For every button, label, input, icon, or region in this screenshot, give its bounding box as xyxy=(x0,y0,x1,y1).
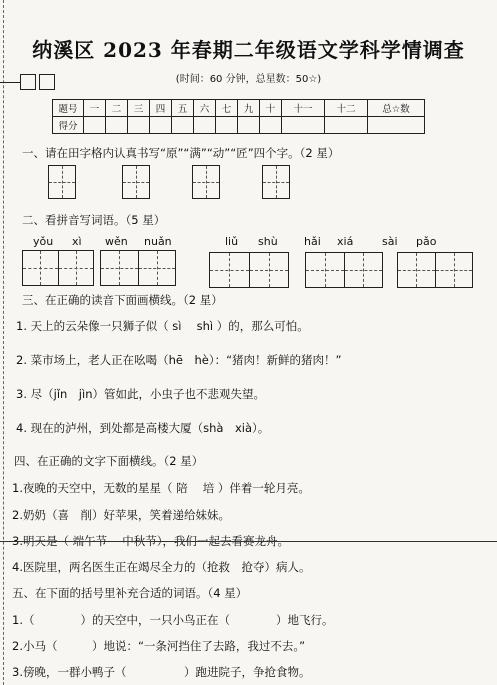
pinyin-label: pǎo xyxy=(416,235,437,248)
score-cell[interactable] xyxy=(325,117,368,134)
pinyin-label: shù xyxy=(258,235,278,248)
exam-info: (时间：60 分钟，总星数：50☆) xyxy=(175,74,322,85)
pinyin-answer-grid-4[interactable] xyxy=(305,252,383,288)
table-cell: 九 xyxy=(238,100,260,117)
section-2-heading: 二、看拼音写词语。（5 星） xyxy=(22,213,166,227)
table-cell: 七 xyxy=(216,100,238,117)
pinyin-label: xiá xyxy=(337,235,354,248)
table-cell: 六 xyxy=(194,100,216,117)
score-cell[interactable] xyxy=(260,117,282,134)
table-cell: 一 xyxy=(84,100,106,117)
q4-item-2: 2.奶奶（喜 削）好苹果，笑着递给妹妹。 xyxy=(12,508,230,522)
q5-item-1: 1.（ ）的天空中，一只小鸟正在（ ）地飞行。 xyxy=(12,613,334,627)
score-cell[interactable] xyxy=(172,117,194,134)
pinyin-answer-grid-5[interactable] xyxy=(397,252,473,288)
q5-item-2: 2.小马（ ）地说：“一条河挡住了去路，我过不去。” xyxy=(12,639,306,653)
q4-item-3: 3.明天是（ 端午节 中秋节），我们一起去看赛龙舟。 xyxy=(12,534,290,548)
score-cell[interactable] xyxy=(150,117,172,134)
score-cell[interactable] xyxy=(84,117,106,134)
table-cell: 五 xyxy=(172,100,194,117)
q3-item-2: 2. 菜市场上，老人正在吆喝（hē hè）：“猪肉！新鲜的猪肉！” xyxy=(16,353,342,367)
pinyin-label: wěn xyxy=(105,235,128,248)
q5-item-3: 3.傍晚，一群小鸭子（ ）跑进院子，争抢食物。 xyxy=(12,665,311,679)
page-title: 纳溪区 2023 年春期二年级语文学科学情调查 xyxy=(32,38,465,62)
table-cell: 总☆数 xyxy=(368,100,425,117)
section-4-heading: 四、在正确的文字下面横线。（2 星） xyxy=(14,454,204,468)
pinyin-answer-grid-1[interactable] xyxy=(22,250,94,286)
table-cell: 十 xyxy=(260,100,282,117)
q4-item-4: 4.医院里，两名医生正在竭尽全力的（抢救 抢夺）病人。 xyxy=(12,560,311,574)
pinyin-answer-grid-2[interactable] xyxy=(100,250,176,286)
table-cell: 三 xyxy=(128,100,150,117)
q4-item-1: 1.夜晚的天空中，无数的星星（ 陪 培 ）伴着一轮月亮。 xyxy=(12,481,310,495)
score-cell[interactable] xyxy=(282,117,325,134)
pinyin-label: hǎi xyxy=(304,235,321,248)
score-cell[interactable] xyxy=(194,117,216,134)
score-cell[interactable] xyxy=(368,117,425,134)
pinyin-label: yǒu xyxy=(33,235,54,248)
score-cell[interactable] xyxy=(128,117,150,134)
crossed-out-line xyxy=(0,541,497,542)
writing-box-3[interactable] xyxy=(192,165,220,199)
pinyin-label: nuǎn xyxy=(144,235,172,248)
score-cell[interactable] xyxy=(216,117,238,134)
table-cell: 得分 xyxy=(53,117,84,134)
pinyin-label: liǔ xyxy=(225,235,239,248)
writing-box-2[interactable] xyxy=(122,165,150,199)
score-cell[interactable] xyxy=(238,117,260,134)
section-1-heading: 一、请在田字格内认真书写“原”“满”“动”“匠”四个字。（2 星） xyxy=(22,146,340,160)
table-cell: 十二 xyxy=(325,100,368,117)
table-cell: 二 xyxy=(106,100,128,117)
section-3-heading: 三、在正确的读音下面画横线。（2 星） xyxy=(22,293,223,307)
writing-box-1[interactable] xyxy=(48,165,76,199)
score-table-score-row xyxy=(53,117,425,134)
section-5-heading: 五、在下面的括号里补充合适的词语。（4 星） xyxy=(12,586,248,600)
q3-item-1: 1. 天上的云朵像一只狮子似（ sì shì ）的，那么可怕。 xyxy=(16,319,309,333)
q3-item-3: 3. 尽（jǐn jìn）管如此，小虫子也不悲观失望。 xyxy=(16,387,265,401)
pinyin-label: xì xyxy=(72,235,82,248)
writing-box-4[interactable] xyxy=(262,165,290,199)
score-table xyxy=(52,99,425,134)
table-cell: 四 xyxy=(150,100,172,117)
q3-item-4: 4. 现在的泸州，到处都是高楼大厦（shà xià）。 xyxy=(16,421,270,435)
pinyin-label: sài xyxy=(382,235,398,248)
score-table-header-row xyxy=(53,100,425,117)
score-cell[interactable] xyxy=(106,117,128,134)
table-cell: 题号 xyxy=(53,100,84,117)
table-cell: 十一 xyxy=(282,100,325,117)
pinyin-answer-grid-3[interactable] xyxy=(209,252,289,288)
binding-margin-line xyxy=(3,0,4,685)
